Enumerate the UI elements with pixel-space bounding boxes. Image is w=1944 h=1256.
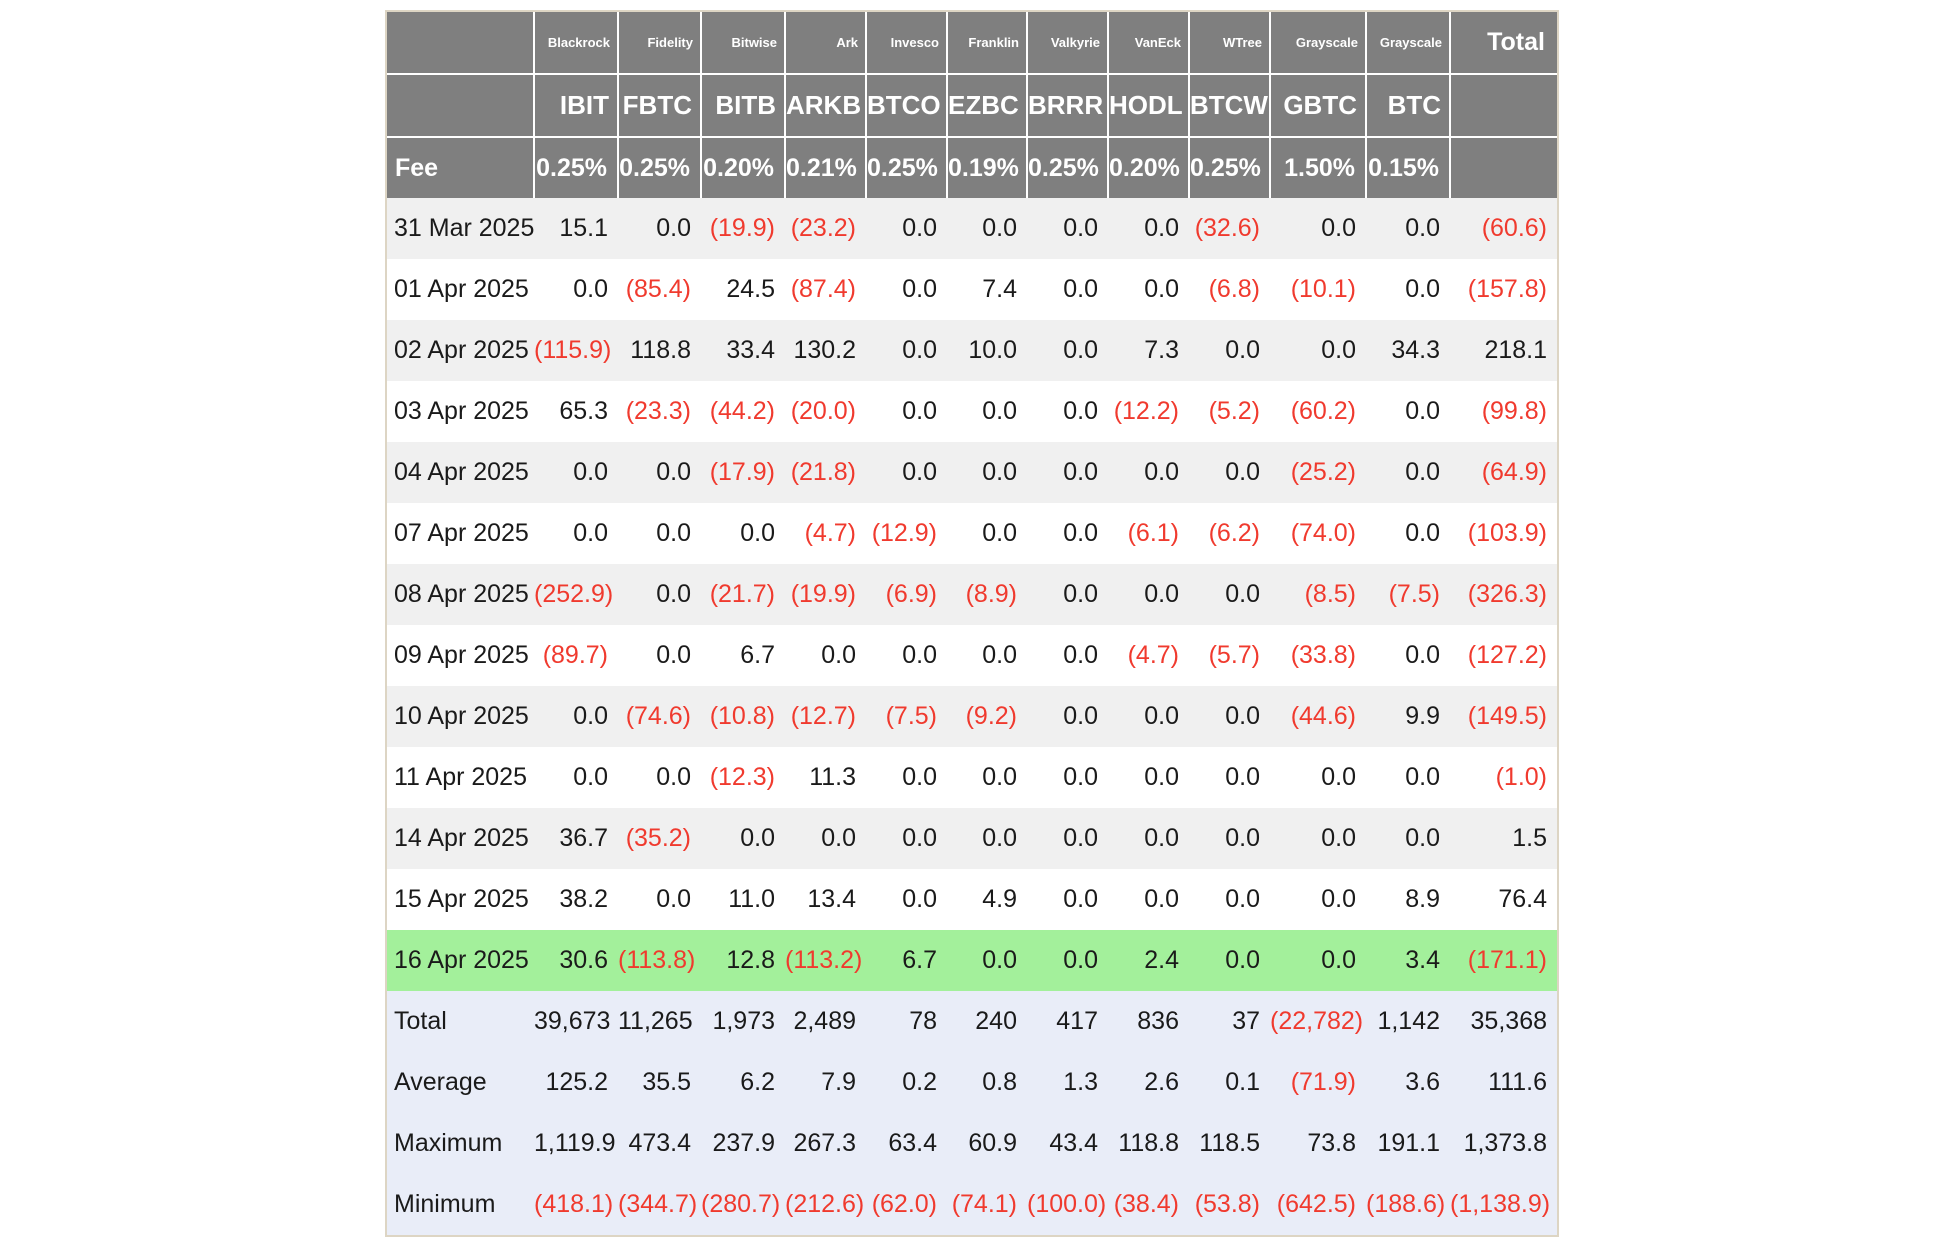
flow-cell: (19.9) [790, 580, 856, 608]
date-cell: 14 Apr 2025 [394, 824, 529, 852]
fee-value: 1.50% [1270, 137, 1366, 198]
ticker-header: BTC [1366, 74, 1450, 137]
row-total-cell: (64.9) [1481, 458, 1547, 486]
flow-cell: 0.0 [982, 641, 1017, 669]
ticker-header: FBTC [618, 74, 701, 137]
flow-cell: 0.0 [982, 824, 1017, 852]
flow-cell: (12.7) [790, 702, 856, 730]
flow-cell: (10.8) [709, 702, 775, 730]
date-cell: 03 Apr 2025 [394, 397, 529, 425]
flow-row [387, 869, 1557, 930]
flow-cell: 30.6 [559, 946, 608, 974]
row-total-cell: (326.3) [1467, 580, 1547, 608]
summary-cell: (212.6) [785, 1190, 865, 1218]
summary-cell: 43.4 [1049, 1129, 1098, 1157]
flow-cell: 34.3 [1391, 336, 1440, 364]
summary-total-cell: 111.6 [1488, 1068, 1547, 1096]
row-total-cell: (127.2) [1467, 641, 1547, 669]
flow-cell: (115.9) [534, 336, 612, 364]
company-header: Franklin [947, 12, 1027, 74]
flow-cell: 0.0 [573, 519, 608, 547]
row-total-cell: (1.0) [1495, 763, 1547, 791]
date-cell: 08 Apr 2025 [394, 580, 529, 608]
row-total-cell: (60.6) [1481, 214, 1547, 242]
corner-cell [387, 12, 534, 74]
summary-cell: 2,489 [793, 1007, 856, 1035]
flow-cell: 0.0 [1225, 702, 1260, 730]
summary-cell: (53.8) [1194, 1190, 1260, 1218]
flow-cell: 0.0 [902, 641, 937, 669]
summary-cell: 118.8 [1118, 1129, 1179, 1157]
flow-cell: 0.0 [1405, 275, 1440, 303]
flow-cell: 0.0 [982, 458, 1017, 486]
summary-cell: (642.5) [1276, 1190, 1356, 1218]
ticker-header: BTCO [866, 74, 947, 137]
date-cell: 04 Apr 2025 [394, 458, 529, 486]
flow-cell: 8.9 [1405, 885, 1440, 913]
flow-cell: 0.0 [656, 885, 691, 913]
flow-cell: 0.0 [902, 763, 937, 791]
flow-cell: 0.0 [656, 580, 691, 608]
date-cell: 16 Apr 2025 [394, 946, 529, 974]
flow-cell: 0.0 [656, 641, 691, 669]
flow-cell: 0.0 [1063, 641, 1098, 669]
flow-cell: 0.0 [1063, 702, 1098, 730]
ticker-header: BITB [701, 74, 785, 137]
flow-cell: 0.0 [1225, 763, 1260, 791]
summary-cell: 7.9 [821, 1068, 856, 1096]
flow-cell: (7.5) [1388, 580, 1440, 608]
row-total-cell: 1.5 [1512, 824, 1547, 852]
summary-cell: (100.0) [1027, 1190, 1107, 1218]
summary-cell: (38.4) [1113, 1190, 1179, 1218]
flow-cell: 0.0 [1144, 824, 1179, 852]
summary-cell: 118.5 [1199, 1129, 1260, 1157]
flow-cell: 0.0 [1063, 336, 1098, 364]
flow-row [387, 320, 1557, 381]
flow-cell: (89.7) [542, 641, 608, 669]
flow-cell: 0.0 [1063, 458, 1098, 486]
flow-cell: 0.0 [1405, 519, 1440, 547]
etf-flows-table [387, 12, 1557, 1235]
flow-cell: 0.0 [1063, 824, 1098, 852]
flow-cell: (33.8) [1290, 641, 1356, 669]
summary-cell: 39,673 [534, 1007, 611, 1035]
date-cell: 02 Apr 2025 [394, 336, 529, 364]
flow-row [387, 625, 1557, 686]
flow-cell: 0.0 [1144, 275, 1179, 303]
flow-cell: (21.7) [709, 580, 775, 608]
flow-cell: (4.7) [1127, 641, 1179, 669]
flow-cell: 9.9 [1405, 702, 1440, 730]
summary-cell: 11,265 [618, 1007, 693, 1035]
flow-cell: 0.0 [1321, 946, 1356, 974]
flow-cell: (23.2) [790, 214, 856, 242]
company-header: Blackrock [534, 12, 618, 74]
fee-value: 0.21% [785, 137, 866, 198]
flow-cell: 7.4 [982, 275, 1017, 303]
flow-cell: 0.0 [1321, 336, 1356, 364]
flow-cell: 0.0 [1144, 458, 1179, 486]
flow-cell: 0.0 [902, 885, 937, 913]
flow-cell: 0.0 [1225, 885, 1260, 913]
summary-cell: (280.7) [701, 1190, 781, 1218]
flow-cell: 7.3 [1144, 336, 1179, 364]
flow-cell: 0.0 [902, 275, 937, 303]
flow-cell: 0.0 [902, 336, 937, 364]
table-body [387, 198, 1557, 1235]
ticker-header: BRRR [1027, 74, 1108, 137]
ticker-header: BTCW [1189, 74, 1270, 137]
table-header [387, 12, 1557, 198]
flow-cell: 0.0 [1225, 580, 1260, 608]
fee-value: 0.15% [1366, 137, 1450, 198]
summary-cell: 1,973 [712, 1007, 775, 1035]
flow-cell: 33.4 [726, 336, 775, 364]
date-cell: 15 Apr 2025 [394, 885, 529, 913]
flow-cell: (17.9) [709, 458, 775, 486]
company-header: Bitwise [701, 12, 785, 74]
flow-cell: (35.2) [625, 824, 691, 852]
flow-cell: 0.0 [1144, 580, 1179, 608]
summary-cell: 1,119.9 [534, 1129, 616, 1157]
flow-cell: (9.2) [965, 702, 1017, 730]
flow-cell: (87.4) [790, 275, 856, 303]
summary-cell: 125.2 [545, 1068, 608, 1096]
date-cell: 31 Mar 2025 [394, 214, 535, 242]
summary-cell: 78 [909, 1007, 937, 1035]
ticker-header: ARKB [785, 74, 866, 137]
flow-cell: 0.0 [1405, 763, 1440, 791]
summary-cell: 237.9 [712, 1129, 775, 1157]
summary-cell: 35.5 [642, 1068, 691, 1096]
company-header: WTree [1189, 12, 1270, 74]
summary-cell: 0.8 [982, 1068, 1017, 1096]
summary-label: Minimum [394, 1190, 496, 1218]
flow-cell: (7.5) [885, 702, 937, 730]
flow-cell: 24.5 [726, 275, 775, 303]
flow-cell: 0.0 [1321, 824, 1356, 852]
flow-cell: 0.0 [1063, 580, 1098, 608]
date-cell: 09 Apr 2025 [394, 641, 529, 669]
flow-cell: (12.3) [709, 763, 775, 791]
flow-cell: (25.2) [1290, 458, 1356, 486]
ticker-header: HODL [1108, 74, 1189, 137]
ticker-header: GBTC [1270, 74, 1366, 137]
summary-cell: 836 [1137, 1007, 1179, 1035]
flow-cell: (6.9) [885, 580, 937, 608]
fee-value: 0.20% [701, 137, 785, 198]
flow-cell: 0.0 [1063, 885, 1098, 913]
fee-value: 0.20% [1108, 137, 1189, 198]
flow-cell: 0.0 [1144, 885, 1179, 913]
row-total-cell: 76.4 [1498, 885, 1547, 913]
flow-cell: 0.0 [902, 824, 937, 852]
flow-row [387, 686, 1557, 747]
total-column-blank [1450, 74, 1557, 137]
flow-cell: 0.0 [1321, 214, 1356, 242]
flow-cell: (44.6) [1290, 702, 1356, 730]
flow-cell: (12.2) [1113, 397, 1179, 425]
fee-value: 0.25% [1027, 137, 1108, 198]
company-header: Invesco [866, 12, 947, 74]
flow-cell: 0.0 [740, 519, 775, 547]
flow-cell: 0.0 [1063, 214, 1098, 242]
summary-cell: 73.8 [1307, 1129, 1356, 1157]
summary-cell: (22,782) [1270, 1007, 1364, 1035]
corner-cell [387, 74, 534, 137]
flow-cell: (12.9) [871, 519, 937, 547]
flow-cell: 0.0 [1225, 336, 1260, 364]
flow-cell: (4.7) [804, 519, 856, 547]
company-header: Ark [785, 12, 866, 74]
summary-cell: 0.1 [1225, 1068, 1260, 1096]
flow-cell: (8.9) [965, 580, 1017, 608]
flow-cell: 10.0 [968, 336, 1017, 364]
flow-row [387, 259, 1557, 320]
row-total-cell: (171.1) [1467, 946, 1547, 974]
flow-cell: (85.4) [625, 275, 691, 303]
flow-cell: 0.0 [656, 214, 691, 242]
flow-cell: 0.0 [982, 519, 1017, 547]
company-header: VanEck [1108, 12, 1189, 74]
flow-cell: 0.0 [982, 763, 1017, 791]
summary-total-cell: 1,373.8 [1463, 1129, 1547, 1157]
flow-cell: 0.0 [1063, 763, 1098, 791]
flow-cell: (5.2) [1208, 397, 1260, 425]
flow-row [387, 808, 1557, 869]
summary-cell: 1,142 [1377, 1007, 1440, 1035]
flow-cell: 0.0 [656, 763, 691, 791]
flow-row [387, 503, 1557, 564]
flow-row [387, 564, 1557, 625]
total-column-header: Total [1450, 12, 1557, 74]
flow-cell: (20.0) [790, 397, 856, 425]
summary-cell: (74.1) [951, 1190, 1017, 1218]
flow-cell: (252.9) [534, 580, 614, 608]
company-header: Grayscale [1270, 12, 1366, 74]
summary-cell: 1.3 [1063, 1068, 1098, 1096]
flow-cell: (6.2) [1208, 519, 1260, 547]
summary-cell: 267.3 [793, 1129, 856, 1157]
flow-cell: 0.0 [740, 824, 775, 852]
summary-cell: 240 [975, 1007, 1017, 1035]
flow-row [387, 198, 1557, 259]
flow-cell: 130.2 [793, 336, 856, 364]
row-total-cell: 218.1 [1484, 336, 1547, 364]
flow-cell: 0.0 [1225, 946, 1260, 974]
flow-cell: 13.4 [807, 885, 856, 913]
flow-cell: 0.0 [1225, 458, 1260, 486]
flow-cell: 0.0 [1144, 214, 1179, 242]
flow-cell: 0.0 [1063, 519, 1098, 547]
fee-value: 0.19% [947, 137, 1027, 198]
flow-cell: 0.0 [1405, 214, 1440, 242]
flow-cell: 0.0 [902, 214, 937, 242]
flow-cell: 6.7 [902, 946, 937, 974]
summary-cell: 37 [1232, 1007, 1260, 1035]
flow-cell: (5.7) [1208, 641, 1260, 669]
date-cell: 07 Apr 2025 [394, 519, 529, 547]
fee-value: 0.25% [534, 137, 618, 198]
company-header: Valkyrie [1027, 12, 1108, 74]
flow-cell: 0.0 [573, 275, 608, 303]
summary-cell: 60.9 [968, 1129, 1017, 1157]
company-header: Grayscale [1366, 12, 1450, 74]
flow-cell: 0.0 [982, 946, 1017, 974]
flow-cell: 0.0 [902, 458, 937, 486]
etf-flows-table-container [385, 10, 1559, 1237]
flow-cell: 11.0 [728, 885, 775, 913]
summary-cell: 63.4 [888, 1129, 937, 1157]
flow-cell: (74.6) [625, 702, 691, 730]
summary-cell: 473.4 [628, 1129, 691, 1157]
flow-cell: (32.6) [1194, 214, 1260, 242]
flow-cell: 3.4 [1405, 946, 1440, 974]
row-total-cell: (99.8) [1481, 397, 1547, 425]
summary-cell: (62.0) [871, 1190, 937, 1218]
flow-cell: 0.0 [1144, 763, 1179, 791]
fee-header-row [387, 137, 1557, 198]
flow-cell: 0.0 [982, 397, 1017, 425]
flow-cell: 0.0 [1321, 763, 1356, 791]
flow-cell: (21.8) [790, 458, 856, 486]
flow-cell: 0.0 [573, 458, 608, 486]
date-cell: 11 Apr 2025 [394, 763, 527, 791]
flow-cell: (6.8) [1208, 275, 1260, 303]
flow-cell: 11.3 [809, 763, 856, 791]
summary-row [387, 1174, 1557, 1235]
flow-cell: (44.2) [709, 397, 775, 425]
date-cell: 01 Apr 2025 [394, 275, 529, 303]
summary-cell: 2.6 [1144, 1068, 1179, 1096]
company-header-row [387, 12, 1557, 74]
row-total-cell: (103.9) [1467, 519, 1547, 547]
summary-cell: (71.9) [1290, 1068, 1356, 1096]
flow-cell: 0.0 [982, 214, 1017, 242]
fee-value: 0.25% [866, 137, 947, 198]
flow-row [387, 747, 1557, 808]
flow-cell: 0.0 [1063, 946, 1098, 974]
flow-cell: 0.0 [1405, 458, 1440, 486]
summary-label: Total [394, 1007, 447, 1035]
flow-cell: 0.0 [1144, 702, 1179, 730]
summary-cell: (188.6) [1366, 1190, 1446, 1218]
ticker-header: IBIT [534, 74, 618, 137]
summary-cell: 0.2 [902, 1068, 937, 1096]
flow-cell: 38.2 [559, 885, 608, 913]
flow-cell: (74.0) [1290, 519, 1356, 547]
ticker-header: EZBC [947, 74, 1027, 137]
summary-row [387, 1113, 1557, 1174]
summary-total-cell: 35,368 [1470, 1007, 1547, 1035]
flow-cell: 0.0 [902, 397, 937, 425]
summary-row [387, 1052, 1557, 1113]
flow-cell: 0.0 [1063, 275, 1098, 303]
flow-cell: 0.0 [573, 702, 608, 730]
company-header: Fidelity [618, 12, 701, 74]
total-column-blank [1450, 137, 1557, 198]
flow-cell: 0.0 [573, 763, 608, 791]
flow-cell: 0.0 [1405, 824, 1440, 852]
flow-cell: (113.8) [618, 946, 696, 974]
flow-cell: (6.1) [1127, 519, 1179, 547]
summary-label: Average [394, 1068, 487, 1096]
fee-row-label: Fee [387, 137, 534, 198]
flow-cell: 118.8 [630, 336, 691, 364]
flow-cell: (10.1) [1290, 275, 1356, 303]
summary-cell: 3.6 [1405, 1068, 1440, 1096]
flow-cell: 12.8 [726, 946, 775, 974]
flow-cell: 2.4 [1144, 946, 1179, 974]
flow-cell: 6.7 [740, 641, 775, 669]
flow-row [387, 930, 1557, 991]
flow-cell: 0.0 [656, 458, 691, 486]
flow-cell: 0.0 [1405, 641, 1440, 669]
flow-cell: 0.0 [1063, 397, 1098, 425]
flow-cell: (19.9) [709, 214, 775, 242]
flow-row [387, 442, 1557, 503]
flow-cell: (8.5) [1304, 580, 1356, 608]
summary-cell: 417 [1056, 1007, 1098, 1035]
ticker-header-row [387, 74, 1557, 137]
summary-row [387, 991, 1557, 1052]
summary-cell: (418.1) [534, 1190, 614, 1218]
row-total-cell: (149.5) [1467, 702, 1547, 730]
flow-cell: 0.0 [1225, 824, 1260, 852]
flow-cell: 0.0 [821, 824, 856, 852]
flow-cell: 0.0 [1321, 885, 1356, 913]
date-cell: 10 Apr 2025 [394, 702, 529, 730]
summary-label: Maximum [394, 1129, 503, 1157]
summary-cell: (344.7) [618, 1190, 698, 1218]
fee-value: 0.25% [1189, 137, 1270, 198]
flow-cell: 65.3 [559, 397, 608, 425]
flow-cell: 0.0 [821, 641, 856, 669]
summary-total-cell: (1,138.9) [1450, 1190, 1551, 1218]
flow-cell: 4.9 [982, 885, 1017, 913]
flow-cell: 15.1 [559, 214, 608, 242]
flow-cell: 36.7 [559, 824, 608, 852]
flow-cell: 0.0 [1405, 397, 1440, 425]
fee-value: 0.25% [618, 137, 701, 198]
row-total-cell: (157.8) [1467, 275, 1547, 303]
summary-cell: 191.1 [1377, 1129, 1440, 1157]
flow-cell: (60.2) [1290, 397, 1356, 425]
summary-cell: 6.2 [740, 1068, 775, 1096]
flow-cell: 0.0 [656, 519, 691, 547]
flow-cell: (113.2) [785, 946, 863, 974]
flow-row [387, 381, 1557, 442]
flow-cell: (23.3) [625, 397, 691, 425]
